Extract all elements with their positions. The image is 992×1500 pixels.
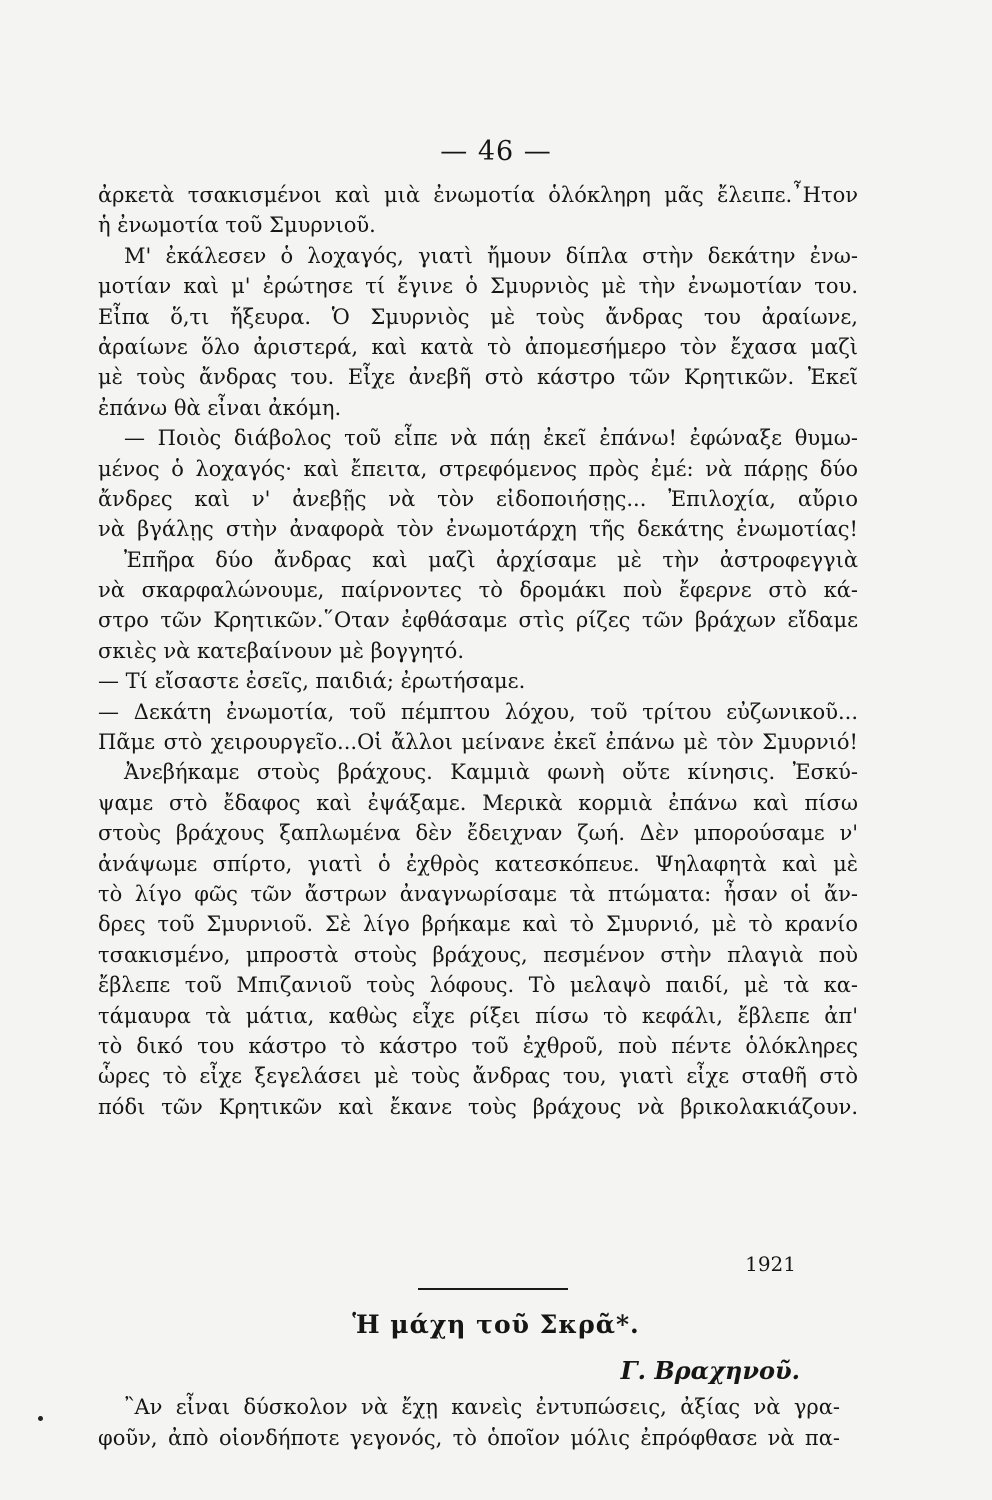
text-line: στοὺς βράχους ξαπλωμένα δὲν ἔδειχναν ζωή. Δὲν μπορούσαμε ν' xyxy=(98,821,858,846)
text-line: μὲ τοὺς ἄνδρας του. Εἶχε ἀνεβῆ στὸ κάστρο τῶν Κρητικῶν. Ἐκεῖ xyxy=(98,365,858,390)
story-date: 1921 xyxy=(745,1252,796,1276)
text-line: ἐπάνω θὰ εἶναι ἀκόμη. xyxy=(98,395,342,420)
section-text-block xyxy=(98,1392,840,1454)
text-line: ἄνδρες καὶ ν' ἀνεβῇς νὰ τὸν εἰδοποιήσῃς... Ἐπιλοχία, αὔριο xyxy=(98,486,858,511)
text-line: μοτίαν καὶ μ' ἐρώτησε τί ἔγινε ὁ Σμυρνιὸς μὲ τὴν ἐνωμοτίαν του. xyxy=(98,274,858,299)
text-line: — Ποιὸς διάβολος τοῦ εἶπε νὰ πάῃ ἐκεῖ ἐπάνω! ἐφώναξε θυμω- xyxy=(124,426,858,451)
text-line: ψαμε στὸ ἔδαφος καὶ ἐψάξαμε. Μερικὰ κορμιὰ ἐπάνω καὶ πίσω xyxy=(98,790,858,815)
text-line: Εἶπα ὅ,τι ἤξευρα. Ὁ Σμυρνιὸς μὲ τοὺς ἄνδρας του ἀραίωνε, xyxy=(98,304,858,329)
text-line: πόδι τῶν Κρητικῶν καὶ ἔκανε τοὺς βράχους νὰ βρικολακιάζουν. xyxy=(98,1094,858,1119)
text-line: τσακισμένο, μπροστὰ στοὺς βράχους, πεσμένον στὴν πλαγιὰ ποὺ xyxy=(98,942,858,967)
text-line: τάμαυρα τὰ μάτια, καθὼς εἶχε ρίξει πίσω τὸ κεφάλι, ἔβλεπε ἀπ' xyxy=(98,1003,858,1028)
text-line: Μ' ἐκάλεσεν ὁ λοχαγός, γιατὶ ἤμουν δίπλα στὴν δεκάτην ἐνω- xyxy=(124,243,858,268)
margin-mark xyxy=(38,1416,43,1421)
text-line: ἀραίωνε ὅλο ἀριστερά, καὶ κατὰ τὸ ἀπομεσήμερο τὸν ἔχασα μαζὶ xyxy=(98,334,858,359)
text-line: σκιὲς νὰ κατεβαίνουν μὲ βογγητό. xyxy=(98,638,464,663)
section-author: Γ. Βραχηνοῦ. xyxy=(620,1356,800,1385)
text-line: δρες τοῦ Σμυρνιοῦ. Σὲ λίγο βρήκαμε καὶ τὸ Σμυρνιό, μὲ τὸ κρανίο xyxy=(98,912,858,937)
story-text-block xyxy=(98,180,858,1122)
section-divider xyxy=(418,1288,568,1290)
text-line: νὰ βγάλῃς στὴν ἀναφορὰ τὸν ἐνωμοτάρχη τῆς δεκάτης ἐνωμοτίας! xyxy=(98,517,858,542)
text-line: μένος ὁ λοχαγός· καὶ ἔπειτα, στρεφόμενος πρὸς ἐμέ: νὰ πάρῃς δύο xyxy=(98,456,858,481)
text-line: νὰ σκαρφαλώνουμε, παίρνοντες τὸ δρομάκι ποὺ ἔφερνε στὸ κά- xyxy=(98,578,858,603)
text-line: ἀνάψωμε σπίρτο, γιατὶ ὁ ἐχθρὸς κατεσκόπευε. Ψηλαφητὰ καὶ μὲ xyxy=(98,851,858,876)
text-line: Ἐπῆρα δύο ἄνδρας καὶ μαζὶ ἀρχίσαμε μὲ τὴν ἀστροφεγγιὰ xyxy=(124,547,858,572)
text-line: τὸ λίγο φῶς τῶν ἄστρων ἀναγνωρίσαμε τὰ πτώματα: ἦσαν οἱ ἄν- xyxy=(98,881,858,906)
text-line: ἀρκετὰ τσακισμένοι καὶ μιὰ ἐνωμοτία ὁλόκληρη μᾶς ἔλειπε.῏Ητον xyxy=(98,183,858,207)
text-line: ῍Αν εἶναι δύσκολον νὰ ἔχῃ κανεὶς ἐντυπώσεις, ἀξίας νὰ γρα- xyxy=(124,1395,840,1419)
text-line: — Δεκάτη ἐνωμοτία, τοῦ πέμπτου λόχου, τοῦ τρίτου εὐζωνικοῦ... xyxy=(98,699,858,724)
text-line: — Τί εἴσαστε ἐσεῖς, παιδιά; ἐρωτήσαμε. xyxy=(98,669,526,694)
text-line: τὸ δικό του κάστρο τὸ κάστρο τοῦ ἐχθροῦ, ποὺ πέντε ὁλόκληρες xyxy=(98,1033,858,1058)
text-line: φοῦν, ἀπὸ οἱονδήποτε γεγονός, τὸ ὁποῖον μόλις ἐπρόφθασε νὰ πα- xyxy=(98,1426,840,1450)
text-line: ἡ ἐνωμοτία τοῦ Σμυρνιοῦ. xyxy=(98,213,376,238)
text-line: στρο τῶν Κρητικῶν.῞Οταν ἐφθάσαμε στὶς ρίζες τῶν βράχων εἴδαμε xyxy=(98,608,858,633)
text-line: ὧρες τὸ εἶχε ξεγελάσει μὲ τοὺς ἄνδρας του, γιατὶ εἶχε σταθῆ στὸ xyxy=(98,1064,858,1089)
text-line: Πᾶμε στὸ χειρουργεῖο...Οἱ ἄλλοι μείνανε ἐκεῖ ἐπάνω μὲ τὸν Σμυρνιό! xyxy=(98,730,858,755)
text-line: ἔβλεπε τοῦ Μπιζανιοῦ τοὺς λόφους. Τὸ μελαψὸ παιδί, μὲ τὰ κα- xyxy=(98,973,858,998)
page-number: — 46 — xyxy=(440,136,552,167)
text-line: Ἀνεβήκαμε στοὺς βράχους. Καμμιὰ φωνὴ οὔτε κίνησις. Ἐσκύ- xyxy=(124,760,858,785)
section-title: Ἡ μάχη τοῦ Σκρᾶ*. xyxy=(352,1310,640,1339)
